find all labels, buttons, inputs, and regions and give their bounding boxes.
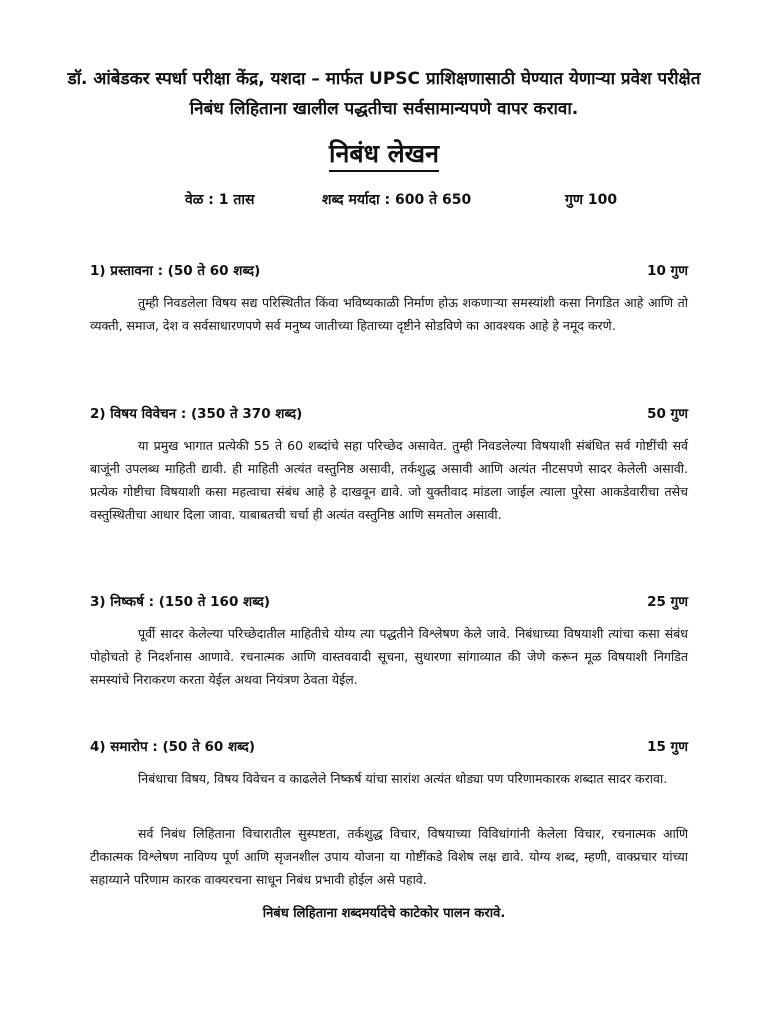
intro-heading: डॉ. आंबेडकर स्पर्धा परीक्षा केंद्र, यशदा – मार्फत UPSC प्राशिक्षणासाठी घेण्यात येणाऱ्या प्रवेश परीक्षेत निबंध लिहिताना खालील पद्धतीचा सर्वसामान्यपणे वापर करावा. [67, 69, 701, 119]
section-title: 2) विषय विवेचन : (350 ते 370 शब्द) [90, 406, 303, 422]
section-marks: 15 गुण [647, 739, 688, 755]
section-paragraph: तुम्ही निवडलेला विषय सद्य परिस्थितीत किंवा भविष्यकाळी निर्माण होऊ शकणाऱ्या समस्यांशी कसा निगडित आहे आणि तो व्यक्ती, समाज, देश व सर्वसाधारणपणे सर्व मनुष्य जातीच्या हिताच्या दृष्टीने सोडविणे का आवश्यक आहे हे नमूद करणे. [90, 295, 688, 333]
section-paragraph: या प्रमुख भागात प्रत्येकी 55 ते 60 शब्दांचे सहा परिच्छेद असावेत. तुम्ही निवडलेल्या विषयाशी संबंधित सर्व गोष्टींची सर्व बाजूंनी उपलब्ध माहिती द्यावी. ही माहिती अत्यंत वस्तुनिष्ठ असावी, तर्कशुद्ध असावी आणि अत्यंत नीटसपणे सादर केलेली असावी. प्रत्येक गोष्टीचा विषयाशी कसा महत्वाचा संबंध आहे हे दाखवून द्यावे. जो युक्तीवाद मांडला जाईल त्याला पुरेसा आकडेवारीचा तसेच वस्तुस्थितीचा आधार दिला जावा. याबाबतची चर्चा ही अत्यंत वस्तुनिष्ठ आणि समतोल असावी. [90, 438, 688, 522]
closing-note: निबंध लिहिताना शब्दमर्यादेचे काटेकोर पालन करावे. [262, 906, 506, 921]
time-label: वेळ : 1 तास [185, 192, 255, 208]
section-heading [90, 404, 688, 424]
section-title: 4) समारोप : (50 ते 60 शब्द) [90, 739, 255, 755]
section-heading [90, 261, 688, 281]
total-marks-label: गुण 100 [565, 192, 618, 208]
section-heading [90, 592, 688, 612]
section-paragraph: पूर्वी सादर केलेल्या परिच्छेदातील माहितीचे योग्य त्या पद्धतीने विश्लेषण केले जावे. निबंधाच्या विषयाशी त्यांचा कसा संबंध पोहोचतो हे निदर्शनास आणावे. रचनात्मक आणि वास्तववादी सूचना, सुधारणा सांगाव्यात की जेणे करून मूळ विषयाशी निगडित समस्यांचे निराकरण करता येईल अथवा नियंत्रण ठेवता येईल. [90, 626, 688, 687]
section-title: 3) निष्कर्ष : (150 ते 160 शब्द) [90, 594, 271, 610]
word-limit-label: शब्द मर्यादा : 600 ते 650 [322, 192, 472, 208]
section-title: 1) प्रस्तावना : (50 ते 60 शब्द) [90, 263, 261, 279]
section-marks: 25 गुण [647, 594, 688, 610]
section-marks: 50 गुण [647, 406, 688, 422]
section-marks: 10 गुण [647, 263, 688, 279]
section-paragraph: निबंधाचा विषय, विषय विवेचन व काढलेले निष्कर्ष यांचा सारांश अत्यंत थोड्या पण परिणामकारक शब्दात सादर करावा. [138, 771, 668, 786]
page-title-text: निबंध लेखन [329, 139, 439, 172]
section-paragraph: सर्व निबंध लिहिताना विचारातील सुस्पष्टता, तर्कशुद्ध विचार, विषयाच्या विविधांगांनी केलेला विचार, रचनात्मक आणि टीकात्मक विश्लेषण नाविण्य पूर्ण आणि सृजनशील उपाय योजना या गोष्टींकडे विशेष लक्ष द्यावे. योग्य शब्द, म्हणी, वाक्प्रचार यांच्या सहाय्याने परिणाम कारक वाक्यरचना साधून निबंध प्रभावी होईल असे पहावे. [90, 826, 688, 887]
section-heading [90, 737, 688, 757]
page-title [0, 136, 768, 170]
